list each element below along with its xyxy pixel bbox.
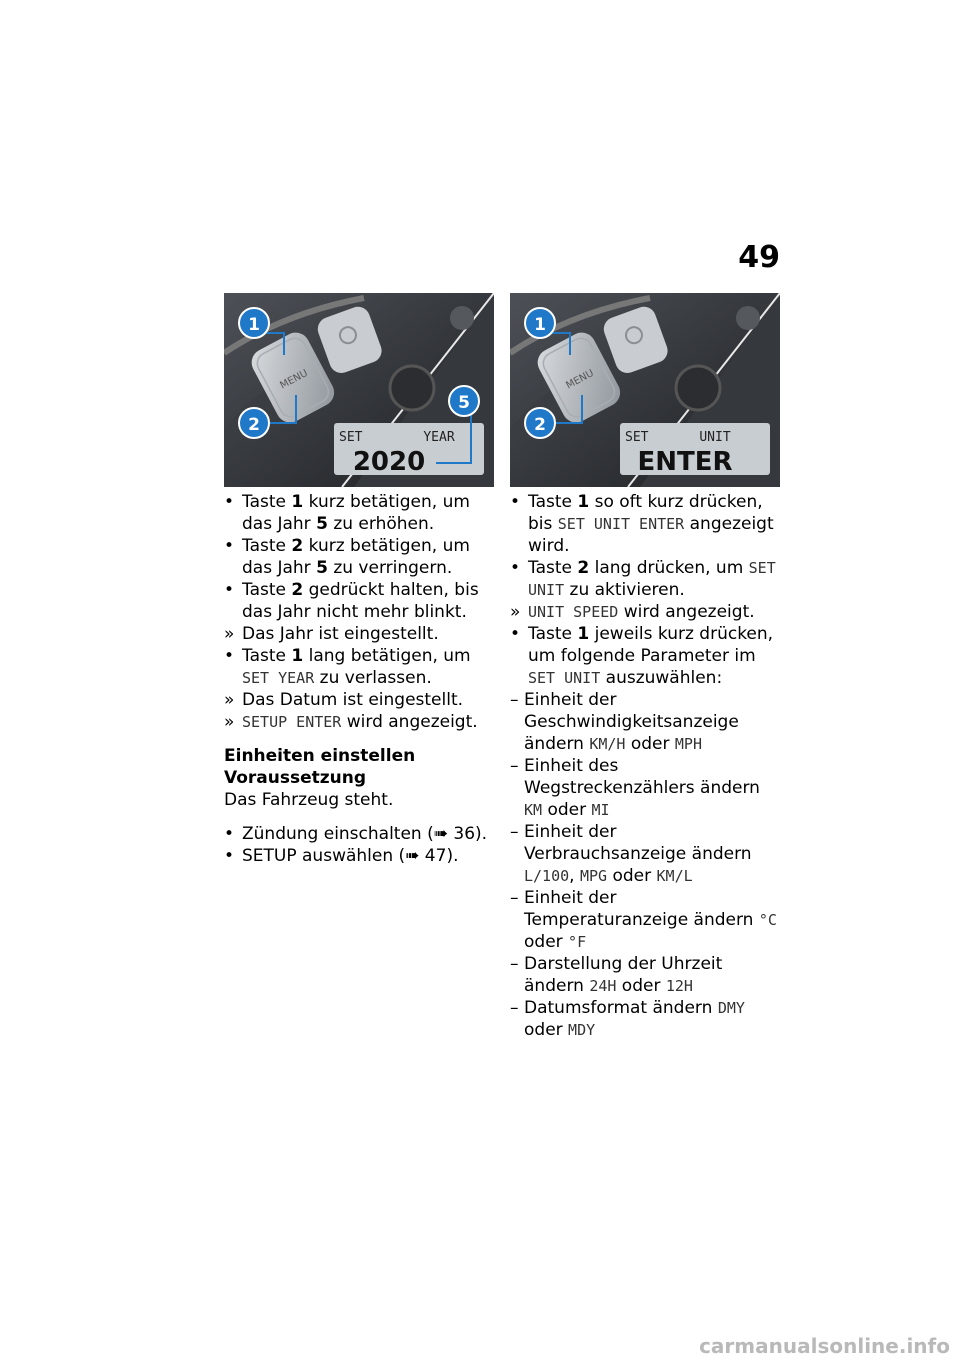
result-item: » SETUP ENTER wird angezeigt. <box>224 712 478 732</box>
callout-5: 5 <box>458 393 470 413</box>
page-number: 49 <box>738 240 780 275</box>
subheading: Voraussetzung <box>224 768 367 788</box>
step-item: • Taste 1 lang betätigen, um SET YEAR zu verlassen. <box>224 646 471 688</box>
page-ref-arrow-icon: ➠ <box>433 824 448 844</box>
result-item: » UNIT SPEED wird angezeigt. <box>510 602 755 622</box>
figure-menu-year <box>224 293 494 487</box>
step-item: • Taste 2 kurz betätigen, um das Jahr 5 zu verringern. <box>224 536 470 578</box>
lcd-year: YEAR <box>423 430 455 445</box>
menu-label: MENU <box>278 367 310 392</box>
watermark-url[interactable]: carmanualsonline.info <box>699 1334 950 1358</box>
left-column <box>224 491 492 867</box>
step-item: • Taste 2 lang drücken, um SET UNIT zu aktivieren. <box>510 558 776 600</box>
page-ref-arrow-icon: ➠ <box>405 846 420 866</box>
option-item: – Einheit der Temperaturanzeige ändern °C oder °F <box>510 888 777 952</box>
right-column <box>510 491 780 1041</box>
section-heading: Einheiten einstellen <box>224 746 416 766</box>
step-item: • Taste 2 gedrückt halten, bis das Jahr nicht mehr blinkt. <box>224 580 479 622</box>
step-item: • Taste 1 kurz betätigen, um das Jahr 5 zu erhöhen. <box>224 492 470 534</box>
callout-1: 1 <box>534 315 546 335</box>
result-item: » Das Datum ist eingestellt. <box>224 690 464 710</box>
callout-2: 2 <box>248 415 260 435</box>
lcd-unit: UNIT <box>699 430 731 445</box>
option-item: – Einheit der Verbrauchsanzeige ändern L/100, MPG oder KM/L <box>510 822 752 886</box>
option-item: – Darstellung der Uhrzeit ändern 24H oder 12H <box>510 954 723 996</box>
callout-1: 1 <box>248 315 260 335</box>
precondition-text: Das Fahrzeug steht. <box>224 790 394 810</box>
lcd-value: 2020 <box>352 447 426 477</box>
step-item: • Taste 1 so oft kurz drücken, bis SET UNIT ENTER angezeigt wird. <box>510 492 774 556</box>
result-item: » Das Jahr ist eingestellt. <box>224 624 439 644</box>
option-item: – Einheit des Wegstreckenzählers ändern KM oder MI <box>510 756 760 820</box>
option-item: – Datumsformat ändern DMY oder MDY <box>510 998 745 1040</box>
step-item: • Taste 1 jeweils kurz drücken, um folgende Parameter im SET UNIT auszuwählen: <box>510 624 774 688</box>
option-item: – Einheit der Geschwindigkeitsanzeige ändern KM/H oder MPH <box>510 690 739 754</box>
figure-set-unit <box>510 293 780 487</box>
lcd-set: SET <box>625 430 649 445</box>
menu-label: MENU <box>564 367 596 392</box>
callout-2: 2 <box>534 415 546 435</box>
lcd-value: ENTER <box>637 447 733 477</box>
lcd-set: SET <box>339 430 363 445</box>
step-item: • Zündung einschalten (➠ 36). <box>224 824 488 844</box>
step-item: • SETUP auswählen (➠ 47). <box>224 846 459 866</box>
